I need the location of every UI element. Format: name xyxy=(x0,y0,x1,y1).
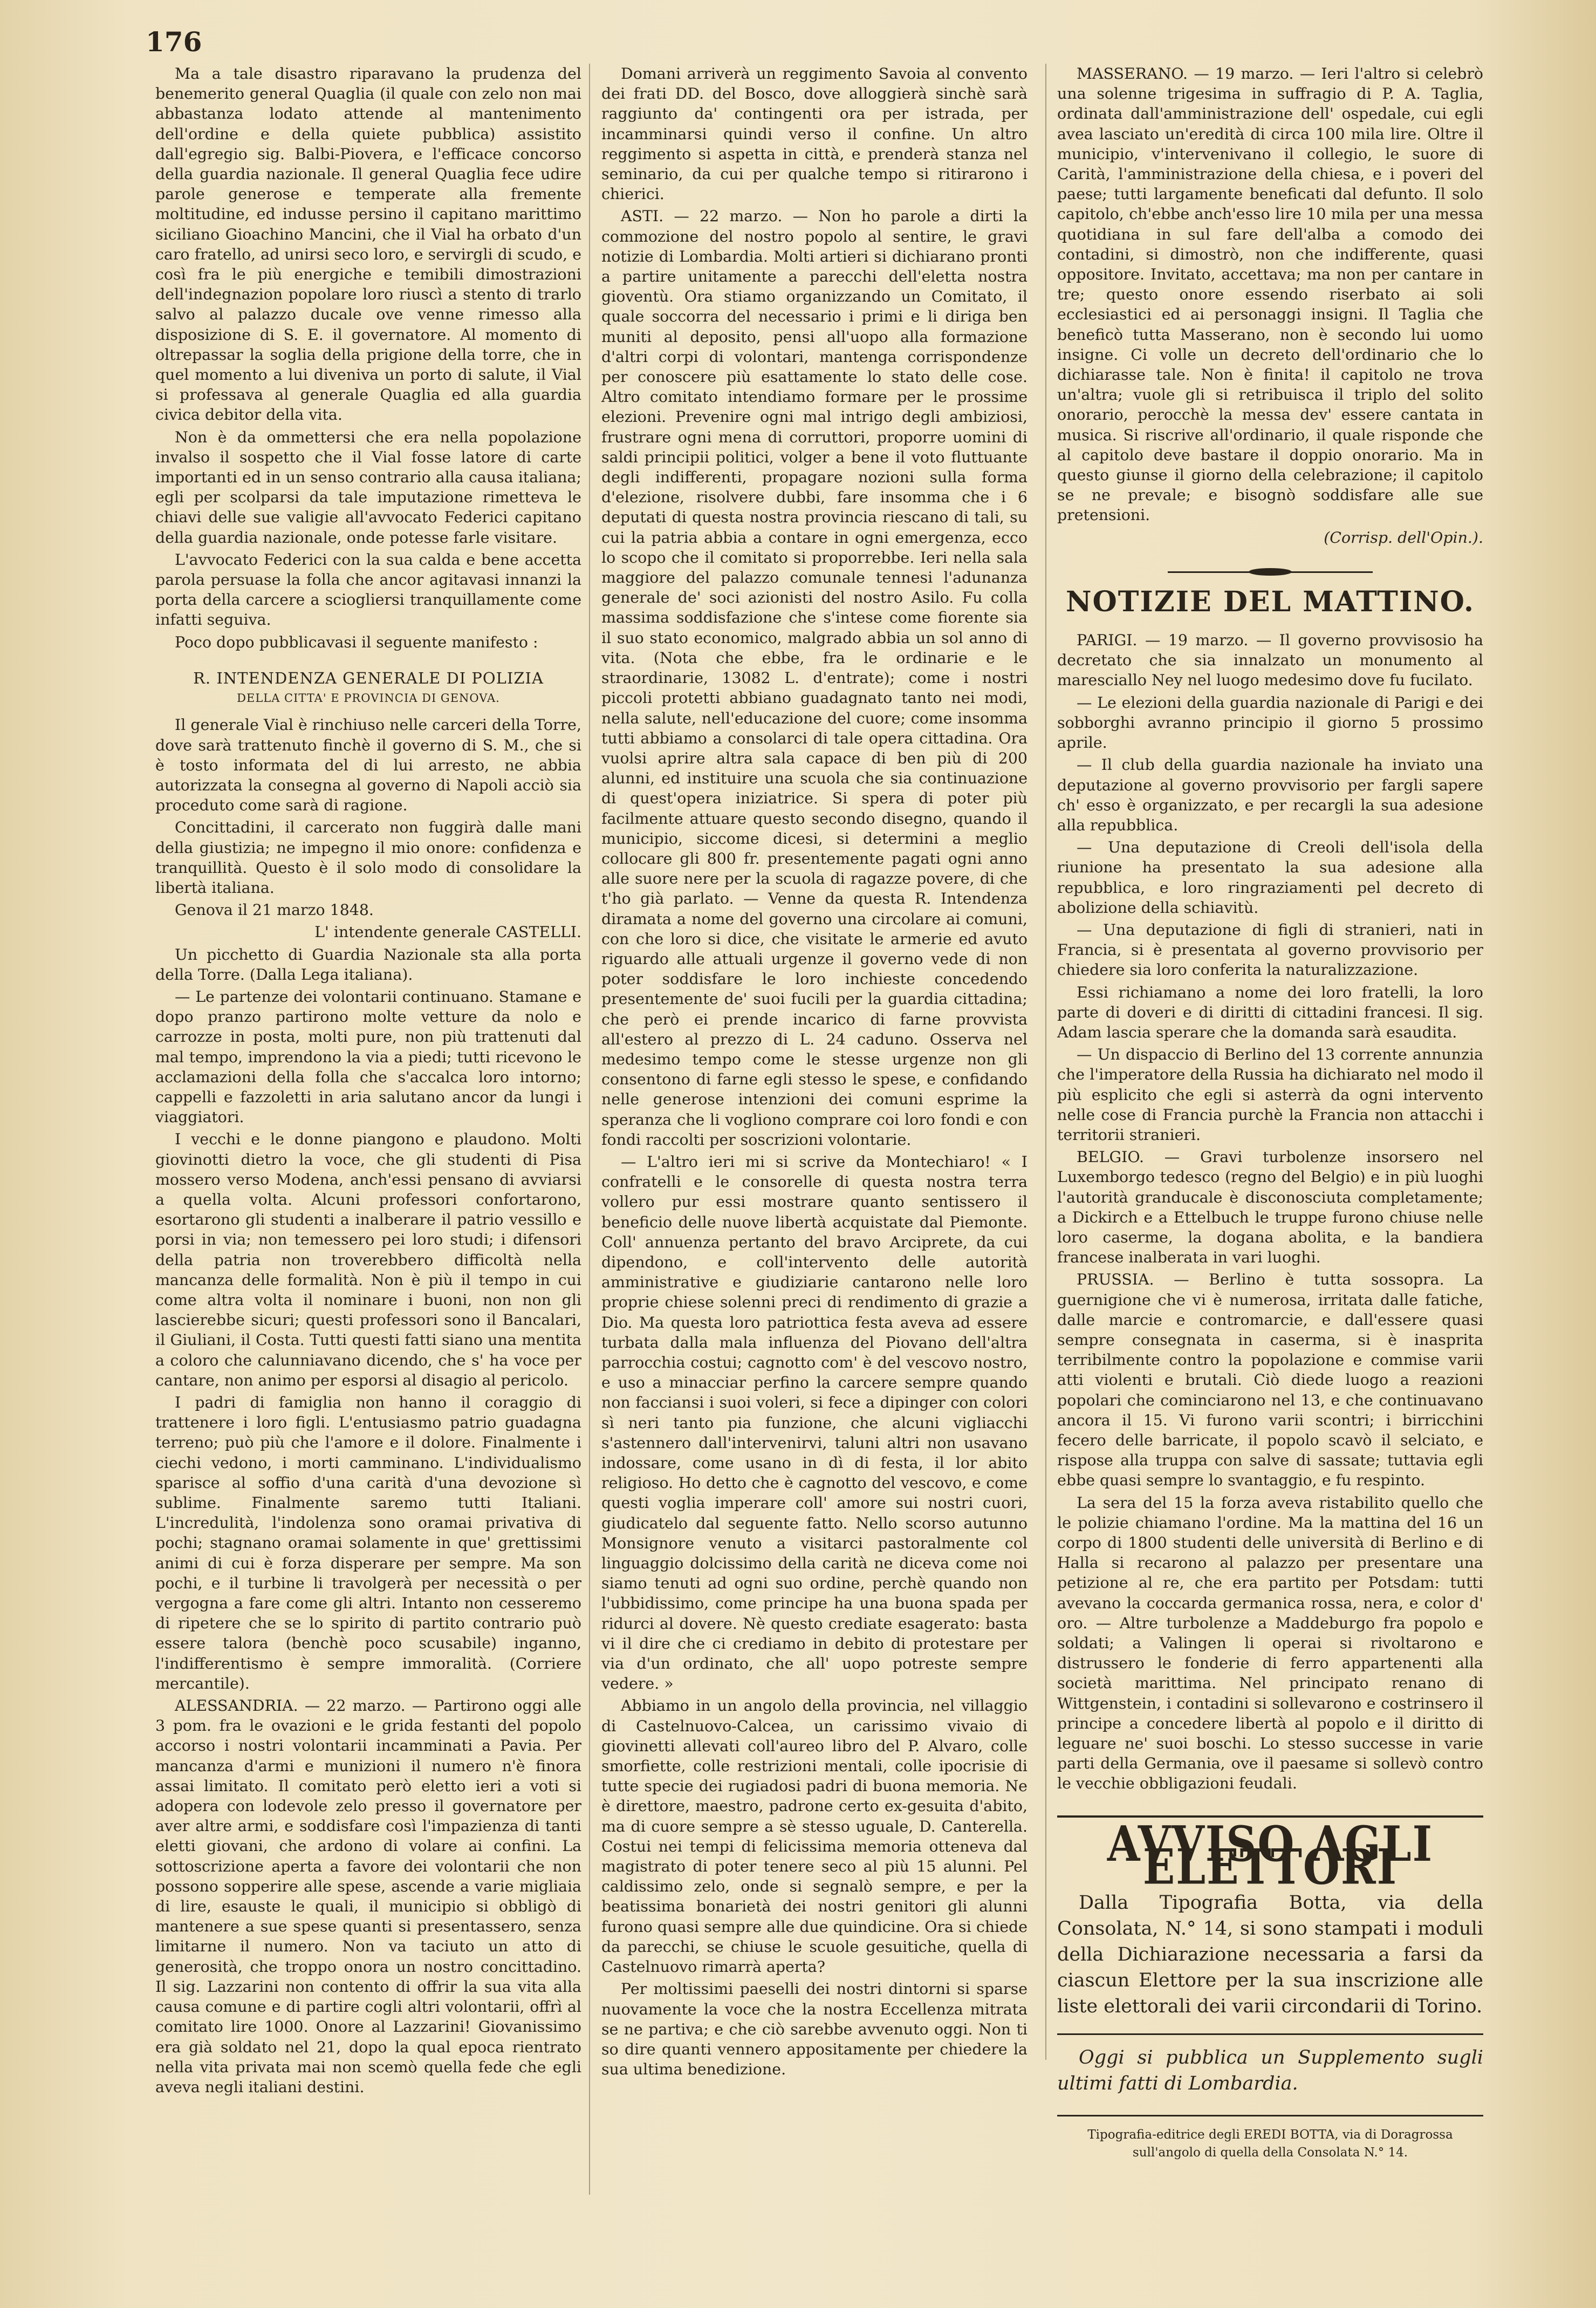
decree-signature: L' intendente generale CASTELLI. xyxy=(314,923,581,941)
notice-box xyxy=(1057,1815,1483,2162)
source-credit: (Corrisp. dell'Opin.). xyxy=(1324,528,1483,547)
paragraph: ASTI. — 22 marzo. — Non ho parole a dirti la commozione del nostro popolo al sentire, le gravi notizie di Lombardia. Molti artieri si dichiarano pronti a partire unitamente a parecchi dell'eletta nostra gioventù. Ora stiamo organizzando un Comitato, il quale soccorra del necessario i primi e li diriga ben muniti al deposito, pensi all'uopo alla formazione d'altri corpi di volontari, mantenga corrispondenze per conoscere più esattamente lo stato delle cose. Altro comitato intendiamo formare per le prossime elezioni. Prevenire ogni mal intrigo degli ambiziosi, frustrare ogni mena di corruttori, proporre uomini di saldi principii politici, volger a bene il voto fluttuante degli indifferenti, propagare nozioni sulla forma d'elezione, risolvere dubbi, fare insomma che i 6 deputati di questa nostra provincia riescano di tali, su cui la patria abbia a contare in ogni emergenza, ecco lo scopo che il comitato si proporrebbe. Ieri nella sala maggiore del palazzo comunale tennesi l'adunanza generale de' soci azionisti del nostro Asilo. Fu colla massima soddisfazione che s'intese come fiorente sia il suo stato economico, malgrado abbia un sol anno di vita. (Nota che ebbe, fra le ordinarie e le straordinarie, 13082 L. d'entrate); come i nostri piccoli protetti abbiano guadagnato tanto nei modi, nella salute, nell'educazione del cuore; come insomma tutti abbiamo a consolarci di tale opera cittadina. Ora vuolsi aprire altra sala capace di ben più di 200 alunni, ed instituire una scuola che sia continuazione di quest'opera iniziatrice. Si spera di poter più facilmente attuare questo secondo disegno, quando il municipio, siccome dicesi, si determini a meglio collocare gli 800 fr. presentemente pagati ogni anno alle suore nere per la scuola di ragazze povere, di che t'ho già parlato. — Venne da questa R. Intendenza diramata a nome del governo una circolare ai comuni, con che loro si dice, che visitate le armerie ed avuto riguardo alle attuali urgenze il governo vede di non poter soddisfare le loro inchieste concedendo presentemente de' suoi fucili per la guardia cittadina; che però ei prende incarico di farne provvista all'estero al prezzo di L. 24 caduno. Osserva nel medesimo tempo come le stesse urgenze non gli consentono di farne egli stesso le spese, e confidando nelle generose intenzioni dei comuni esprime la speranza che li vogliono comprare coi loro fondi e con fondi raccolti per soscrizioni volontarie. xyxy=(601,207,1028,1149)
paragraph: — L'altro ieri mi si scrive da Montechiaro! « I confratelli e le consorelle di questa nostra terra vollero pur essi mostrare quanto sentissero il beneficio delle nuove libertà acquistate dal Piemonte. Coll' annuenza pertanto del bravo Arciprete, da cui dipendono, e coll'intervento delle autorità amministrative e giudiziarie cantarono nelle loro proprie chiese solenni preci di rendimento di grazie a Dio. Ma questa loro patriottica festa aveva ad essere turbata dalla mala influenza del Piovano dell'altra parrocchia costui; cagnotto com' è del vescovo nostro, e uso a minacciar perfino la carcere sempre quando non facciansi i suoi voleri, si fece a dipinger con colori sì neri tanto pia funzione, che alcuni vigliacchi s'astennero dall'intervenirvi, taluni altri non usavano indossare, come usano in dì di festa, il lor abito religioso. Ho detto che è cagnotto del vescovo, e come questi voglia imperare coll' amore sui nostri cuori, giudicatelo dal seguente fatto. Nello scorso autunno Monsignore venuto a visitarci pastoralmente col linguaggio dolcissimo della carità ne diceva come noi siamo tenuti ad ogni suo ordine, perchè quando non l'ubbidissimo, come principe ha una buona spada per ridurci al dovere. Nè questo crediate esagerato: basta vi il dire che ci crediamo in debito di protestare per via d'un ordinato, che all' uopo potreste sempre vedere. » xyxy=(601,1152,1028,1693)
column-3 xyxy=(1057,64,1483,2162)
notice-body: Dalla Tipografia Botta, via della Consolata, N.° 14, si sono stampati i moduli della Dichiarazione necessaria a farsi da ciascun Elettore per la sua inscrizione alle liste elettorali dei varii circondarii di Torino. xyxy=(1057,1892,1483,2018)
paragraph: ALESSANDRIA. — 22 marzo. — Partirono oggi alle 3 pom. fra le ovazioni e le grida festanti del popolo accorso i nostri volontarii incamminati a Pavia. Per mancanza d'armi e munizioni il numero n'è finora assai limitato. Il comitato però eletto ieri a voti si adopera con lodevole zelo presso il governatore per aver altre armi, e soddisfare così l'impazienza di tanti eletti giovani, che ardono di volare ai confini. La sottoscrizione aperta a favore dei volontarii che non possono sopperire alle spese, ascende a varie migliaia di lire, esauste le quali, il municipio si obbligò di mantenere a sue spese quanti si presentassero, senza limitarne il numero. Non va taciuto un atto di generosità, che troppo onora un nostro concittadino. Il sig. Lazzarini non contento di offrir la sua vita alla causa comune e di partire cogli altri volontarii, offrì al comitato lire 1000. Onore al Lazzarini! Giovanissimo era già soldato nel 21, dopo la qual epoca rientrato nella vita privata mai non scemò quella fede che egli aveva negli italiani destini. xyxy=(155,1697,581,2096)
paragraph: — Le partenze dei volontarii continuano. Stamane e dopo pranzo partirono molte vetture da nolo e carrozze in posta, molti pure, non più trattenuti dal mal tempo, imprendono la via a piedi; tutti ricevono le acclamazioni della folla che s'accalca loro intorno; cappelli e fazzoletti in aria salutano ancor da lungi i viaggiatori. xyxy=(155,987,581,1126)
section-title: NOTIZIE DEL MATTINO. xyxy=(1065,585,1475,618)
paragraph: La sera del 15 la forza aveva ristabilito quello che le polizie chiamano l'ordine. Ma la mattina del 16 un corpo di 1800 studenti delle università di Berlino e di Halla si recarono al palazzo per presentare una petizione al re, che era partito per Potsdam: tutti avevano la coccarda germanica rossa, nera, e color d' oro. — Altre turbolenze a Maddeburgo fra popolo e soldati; a Valingen li operai si rivoltarono e distrussero le fonderie di ferro appartenenti alla società marittima. Nel principato renano di Wittgenstein, i contadini si sollevarono e costrinsero il principe a concedere libertà al popolo e il diritto di leguare ne' suoi boschi. Lo stesso successe in varie parti della Germania, ove il paesame si sollevò contro le vecchie obbligazioni feudali. xyxy=(1057,1493,1483,1793)
paragraph: Un picchetto di Guardia Nazionale sta alla porta della Torre. (Dalla Lega italiana). xyxy=(155,945,581,984)
paragraph: Essi richiamano a nome dei loro fratelli, la loro parte di doveri e di diritti di cittadini francesi. Il sig. Adam lascia sperare che la domanda sarà esaudita. xyxy=(1057,983,1483,1041)
paragraph: I padri di famiglia non hanno il coraggio di trattenere i loro figli. L'entusiasmo patrio guadagna terreno; può più che l'amore e il dolore. Finalmente i ciechi vedono, i morti camminano. L'individualismo sparisce al soffio d'una carità d'una devozione sì sublime. Finalmente saremo tutti Italiani. L'incredulità, l'indolenza sono oramai privativa di pochi; stagnano oramai solamente in que' grettissimi animi di cui è forza disperare per sempre. Ma son pochi, e il turbine li travolgerà per necessità o per vergogna a fare come gli altri. Intanto non cesseremo di ripetere che se lo spirito di partito contrario può essere talora (benchè poco scusabile) inganno, l'indifferentismo è sempre immoralità. (Corriere mercantile). xyxy=(155,1394,581,1692)
paragraph: Poco dopo pubblicavasi il seguente manifesto : xyxy=(175,633,538,651)
paragraph: Non è da ommettersi che era nella popolazione invalso il sospetto che il Vial fosse latore di carte importanti ed in un senso contrario alla causa italiana; egli per scolparsi da tale imputazione rimetteva le chiavi delle sue valigie all'avvocato Federici capitano della guardia nazionale, onde potesse farle visitare. xyxy=(155,428,581,547)
ornament-divider xyxy=(1168,567,1373,577)
paragraph: BELGIO. — Gravi turbolenze insorsero nel Luxemborgo tedesco (regno del Belgio) e in più luoghi l'autorità granducale è disconosciuta completamente; a Dickirch e a Ettelbuch le truppe furono chiuse nelle loro caserme, la dogana abolita, e la bandiera francese inalberata in vari luoghi. xyxy=(1057,1148,1483,1267)
column-1 xyxy=(155,64,581,2099)
paragraph: L'avvocato Federici con la sua calda e bene accetta parola persuase la folla che ancor agitavasi innanzi la porta della carcere a sciogliersi tranquillamente come infatti seguiva. xyxy=(155,550,581,629)
supplement-notice: Oggi si pubblica un Supplemento sugli ultimi fatti di Lombardia. xyxy=(1057,2033,1483,2097)
decree-paragraph: Il generale Vial è rinchiuso nelle carceri della Torre, dove sarà trattenuto finchè il governo di S. M., che si è tosto informata del di lui arresto, ne abbia autorizzata la consegna al governo di Napoli acciò sia proceduto come sarà di ragione. xyxy=(155,716,581,815)
decree-paragraph: Concittadini, il carcerato non fuggirà dalle mani della giustizia; ne impegno il mio onore: confidenza e tranquillità. Questo è il solo modo di consolidare la libertà italiana. xyxy=(155,818,581,897)
paragraph: — Le elezioni della guardia nazionale di Parigi e dei sobborghi avranno principio il giorno 5 prossimo aprile. xyxy=(1057,693,1483,752)
decree-subtitle: DELLA CITTA' E PROVINCIA DI GENOVA. xyxy=(237,692,500,705)
paragraph: — Una deputazione di Creoli dell'isola della riunione ha presentato la sua adesione alla repubblica, e loro ringraziamenti pel decreto di abolizione della schiavitù. xyxy=(1057,838,1483,917)
column-rule xyxy=(1045,64,1046,2060)
paragraph: Abbiamo in un angolo della provincia, nel villaggio di Castelnuovo-Calcea, un carissimo vivaio di giovinetti allevati coll'aureo libro del P. Alvaro, colle smorfiette, colle restrizioni mentali, colle ipocrisie di tutte specie dei rugiadosi padri di buona memoria. Ne è direttore, maestro, padrone certo ex-gesuita d'abito, ma di cuore sempre a sè stesso uguale, D. Canterella. Costui nei tempi di felicissima memoria otteneva dal magistrato di poter tenere seco al più 15 alunni. Pel caldissimo zelo, onde si segnalò sempre, e per la beatissima bonarietà dei nostri genitori gli alunni furono quasi sempre alle due quindicine. Ora si chiede da parecchi, se chiuse le scuole gesuitiche, quella di Castelnuovo rimarrà aperta? xyxy=(601,1697,1028,1976)
paragraph: — Il club della guardia nazionale ha inviato una deputazione al governo provvisorio per fargli sapere ch' esso è organizzato, e per recargli la sua adesione alla repubblica. xyxy=(1057,756,1483,834)
paragraph: Domani arriverà un reggimento Savoia al convento dei frati DD. del Bosco, dove alloggierà sinchè sarà raggiunto da' contingenti ora per istrada, per incamminarsi quindi verso il confine. Un altro reggimento si aspetta in città, e prenderà stanza nel seminario, da cui per qualche tempo si ritirarono i chierici. xyxy=(601,65,1028,203)
page-number: 176 xyxy=(146,26,202,58)
printer-imprint: Tipografia-editrice degli EREDI BOTTA, via di Doragrossa sull'angolo di quella della Consolata N.° 14. xyxy=(1057,2115,1483,2162)
paragraph: Per moltissimi paeselli dei nostri dintorni si sparse nuovamente la voce che la nostra Eccellenza mitrata se ne partiva; e che ciò sarebbe avvenuto oggi. Non ti so dire quanti vennero appositamente per chiedere la sua ultima benedizione. xyxy=(601,1980,1028,2079)
column-rule xyxy=(589,64,590,2195)
paragraph: PRUSSIA. — Berlino è tutta sossopra. La guernigione che vi è numerosa, irritata dalle fatiche, dalle marcie e contromarcie, e dall'essere quasi sempre consegnata in caserma, si è inasprita terribilmente contro la popolazione e commise varii atti violenti e brutali. Ciò diede luogo a reazioni popolari che cominciarono nel 13, e che continuavano ancora il 15. Vi furono varii scontri; i birricchini fecero delle barricate, il popolo scavò il selciato, e rispose alla truppa con salve di sassate; tuttavia egli ebbe quasi sempre lo svantaggio, e fu respinto. xyxy=(1057,1271,1483,1490)
decree-title: R. INTENDENZA GENERALE DI POLIZIA xyxy=(193,668,544,687)
paragraph: — Un dispaccio di Berlino del 13 corrente annunzia che l'imperatore della Russia ha dichiarato nel modo il più esplicito che egli si asterrà da ogni intervento nelle cose di Francia purchè la Francia non attacchi i territorii stranieri. xyxy=(1057,1046,1483,1144)
paragraph: I vecchi e le donne piangono e plaudono. Molti giovinotti dietro la voce, che gli studenti di Pisa mossero verso Modena, anch'essi pensano di avviarsi a quella volta. Alcuni professori confortarono, esortarono gli studenti a inalberare il patrio vessillo e porsi in via; non temessero pei loro studi; i difensori della patria non troverebbero difficoltà nella mancanza delle formalità. Non è più il tempo in cui come altra volta il nominare i buoni, non non gli lascierebbe sicuri; questi professori sono il Bancalari, il Giuliani, il Costa. Tutti questi fatti siano una mentita a coloro che calunniavano dicendo, che s' ha voce per cantare, non animo per esporsi al disagio al pericolo. xyxy=(155,1130,581,1389)
paragraph: MASSERANO. — 19 marzo. — Ieri l'altro si celebrò una solenne trigesima in suffragio di P. A. Taglia, ordinata dall'amministrazione dell' ospedale, cui egli avea lasciato un'eredità di circa 100 mila lire. Oltre il municipio, v'intervenivano il collegio, le suore di Carità, l'amministrazione della chiesa, e i poveri del paese; tutti largamente beneficati dal defunto. Il solo capitolo, ch'ebbe anch'esso lire 10 mila per una messa quotidiana in sul fare dell'alba a comodo dei contadini, si dimostrò, non che indifferente, quasi oppositore. Invitato, accettava; ma non per cantare in tre; questo onore essendo riserbato ai soli ecclesiastici ed ai personaggi insigni. Il Taglia che beneficò tutta Masserano, non è secondo lui uomo insigne. Ci volle un decreto dell'ordinario che lo dichiarasse tale. Non è finita! il capitolo ne trova un'altra; vuole gli si retribuisca il triplo del solito onorario, perocchè la messa dev' essere cantata in musica. Si riscrive all'ordinario, il quale risponde che al capitolo deve bastare il doppio onorario. Ma in questo giunse il giorno della celebrazione; il capitolo se ne prevale; e bisognò soddisfare alle sue pretensioni. xyxy=(1057,65,1483,524)
paragraph: — Una deputazione di figli di stranieri, nati in Francia, si è presentata al governo provvisorio per chiedere sia loro conferita la naturalizzazione. xyxy=(1057,920,1483,979)
paragraph: Ma a tale disastro riparavano la prudenza del benemerito general Quaglia (il quale con zelo non mai abbastanza lodato attende al mantenimento dell'ordine e della quiete pubblica) assistito dall'egregio sig. Balbi-Piovera, e l'efficace concorso della guardia nazionale. Il general Quaglia fece udire parole generose e temperate alla fremente moltitudine, ed indusse persino il capitano marittimo siciliano Gioachino Mancini, che il Vial ha orbato d'un caro fratello, ad unirsi seco loro, e servirgli di scudo, e così fra le più energiche e temibili dimostrazioni dell'indegnazion popolare loro riuscì a stento di trarlo salvo al palazzo ducale ove venne rimesso alla disposizione di S. E. il governatore. Al momento di oltrepassar la soglia della prigione della torre, che in quel momento a lui diveniva un porto di salute, il Vial si professava al generale Quaglia ed alla guardia civica debitor della vita. xyxy=(155,65,581,424)
notice-title: AVVISO AGLI ELETTORI xyxy=(1107,1816,1434,1896)
paragraph: PARIGI. — 19 marzo. — Il governo provvisosio ha decretato che sia innalzato un monumento al maresciallo Ney nel luogo medesimo dove fu fucilato. xyxy=(1057,631,1483,689)
column-2 xyxy=(601,64,1028,2081)
decree-date: Genova il 21 marzo 1848. xyxy=(175,901,374,919)
